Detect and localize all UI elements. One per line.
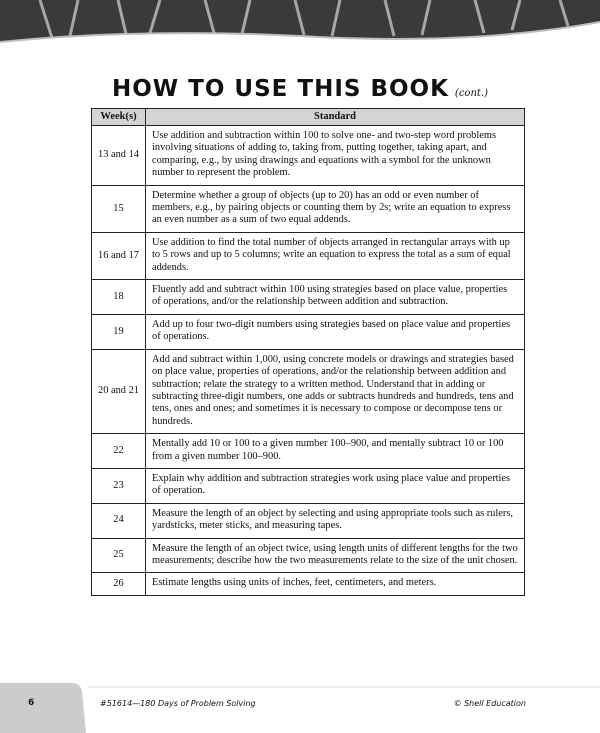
week-cell: 16 and 17 (92, 232, 146, 279)
standard-cell: Measure the length of an object twice, using length units of different lengths for the two measurements; describe how the two measurements relate to the size of the unit chosen. (146, 538, 525, 573)
standard-cell: Estimate lengths using units of inches, feet, centimeters, and meters. (146, 573, 525, 595)
week-cell: 13 and 14 (92, 126, 146, 186)
column-header-weeks: Week(s) (92, 109, 146, 126)
standard-cell: Determine whether a group of objects (up to 20) has an odd or even number of members, e.g., by pairing objects or counting them by 2s; write an equation to express an even number as a sum of two equal addends. (146, 185, 525, 232)
week-cell: 24 (92, 503, 146, 538)
week-cell: 23 (92, 468, 146, 503)
table-row (92, 538, 525, 573)
week-cell: 18 (92, 280, 146, 315)
week-cell: 15 (92, 185, 146, 232)
table-row (92, 468, 525, 503)
page-title: HOW TO USE THIS BOOK (112, 76, 449, 102)
standard-cell: Add and subtract within 1,000, using concrete models or drawings and strategies based on place value, properties of operations, and/or the relationship between addition and subtraction; relate the strategy to a written method. Understand that in adding or subtracting three-digit numbers, one adds or subtracts hundreds and hundreds, tens and tens, ones and ones; and sometimes it is necessary to compose or decompose tens or hundreds. (146, 349, 525, 433)
table-header-row (92, 109, 525, 126)
standard-cell: Use addition to find the total number of objects arranged in rectangular arrays with up to 5 rows and up to 5 columns; write an equation to express the total as a sum of equal addends. (146, 232, 525, 279)
page-number: 6 (28, 698, 35, 708)
title-suffix: (cont.) (454, 88, 488, 99)
week-cell: 20 and 21 (92, 349, 146, 433)
standard-cell: Mentally add 10 or 100 to a given number 100–900, and mentally subtract 10 or 100 from a given number 100–900. (146, 434, 525, 469)
standard-cell: Add up to four two-digit numbers using strategies based on place value and properties of operations. (146, 314, 525, 349)
week-cell: 19 (92, 314, 146, 349)
table-row (92, 573, 525, 595)
standard-cell: Explain why addition and subtraction strategies work using place value and properties of operation. (146, 468, 525, 503)
table-row (92, 126, 525, 186)
copyright-text: © Shell Education (453, 699, 526, 708)
series-title: #51614—180 Days of Problem Solving (100, 699, 256, 708)
standard-cell: Use addition and subtraction within 100 to solve one- and two-step word problems involving situations of adding to, taking from, putting together, taking apart, and comparing, e.g., by using drawings and equations with a symbol for the unknown number to represent the problem. (146, 126, 525, 186)
table-row (92, 434, 525, 469)
standard-cell: Measure the length of an object by selecting and using appropriate tools such as rulers, yardsticks, meter sticks, and measuring tapes. (146, 503, 525, 538)
table-row (92, 503, 525, 538)
table-row (92, 232, 525, 279)
table-row (92, 314, 525, 349)
week-cell: 22 (92, 434, 146, 469)
week-cell: 26 (92, 573, 146, 595)
standard-cell: Fluently add and subtract within 100 using strategies based on place value, properties of operations, and/or the relationship between addition and subtraction. (146, 280, 525, 315)
table-row (92, 280, 525, 315)
top-decorative-banner (0, 0, 600, 52)
column-header-standard: Standard (146, 109, 525, 126)
footer-tab-shape (0, 683, 600, 733)
table-row (92, 185, 525, 232)
standards-table (91, 108, 525, 596)
week-cell: 25 (92, 538, 146, 573)
table-row (92, 349, 525, 433)
page-heading (0, 76, 600, 102)
